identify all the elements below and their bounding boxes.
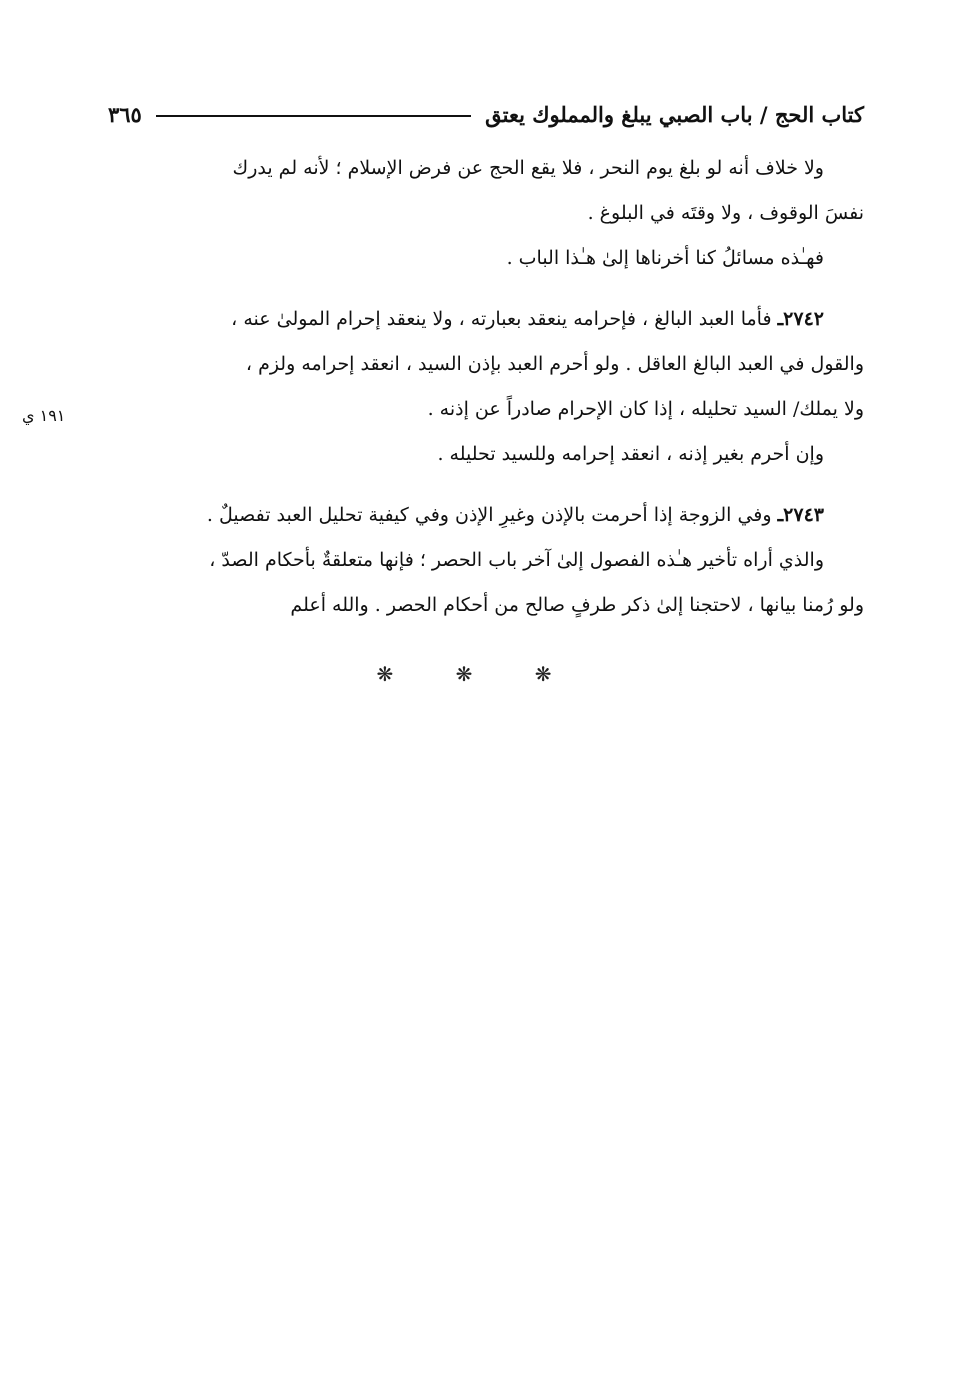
text-line: ولا خلاف أنه لو بلغ يوم النحر ، فلا يقع الحج عن فرض الإسلام ؛ لأنه لم يدرك — [232, 157, 824, 179]
running-header-title: كتاب الحج / باب الصبي يبلغ والمملوك يعتق — [485, 101, 864, 127]
paragraph — [88, 538, 864, 628]
text-line: وإن أحرم بغير إذنه ، انعقد إحرامه وللسيد تحليله . — [437, 443, 824, 465]
header-rule — [156, 115, 471, 117]
running-header — [108, 92, 864, 136]
text-line — [88, 493, 864, 538]
text-line: ولا يملك/ السيد تحليله ، إذا كان الإحرام صادراً عن إذنه . — [427, 398, 864, 420]
paragraph — [88, 146, 864, 236]
section-number: ٢٧٤٣ـ — [777, 504, 824, 526]
body-text — [88, 146, 864, 628]
text-span: وفي الزوجة إذا أحرمت بالإذن وغيرِ الإذن وفي كيفية تحليل العبد تفصيلٌ . — [206, 504, 772, 526]
text-line: نفسَ الوقوف ، ولا وقتَه في البلوغ . — [587, 202, 864, 224]
paragraph — [88, 432, 864, 477]
section-number: ٢٧٤٢ـ — [777, 308, 824, 330]
paragraph — [88, 236, 864, 281]
text-span: فأما العبد البالغ ، فإحرامه ينعقد بعبارته ، ولا ينعقد إحرام المولىٰ عنه ، — [231, 308, 772, 330]
text-line: والذي أراه تأخير هـٰذه الفصول إلىٰ آخر باب الحصر ؛ فإنها متعلقةٌ بأحكام الصدّ ، — [209, 549, 824, 571]
section-end-ornament: ❋ ❋ ❋ — [376, 662, 580, 686]
text-line: والقول في العبد البالغ العاقل . ولو أحرم العبد بإذن السيد ، انعقد إحرامه ولزم ، — [245, 353, 864, 375]
page-number: ٣٦٥ — [108, 101, 142, 127]
text-line: فهـٰذه مسائلُ كنا أخرناها إلىٰ هـٰذا الباب . — [506, 247, 824, 269]
paragraph-numbered — [88, 493, 864, 538]
text-line: ولو رُمنا بيانها ، لاحتجنا إلىٰ ذكر طرفٍ صالح من أحكام الحصر . والله أعلم — [290, 594, 864, 616]
text-line — [88, 297, 864, 342]
paragraph-numbered — [88, 297, 864, 432]
margin-manuscript-note: ١٩١ ي — [22, 406, 66, 425]
